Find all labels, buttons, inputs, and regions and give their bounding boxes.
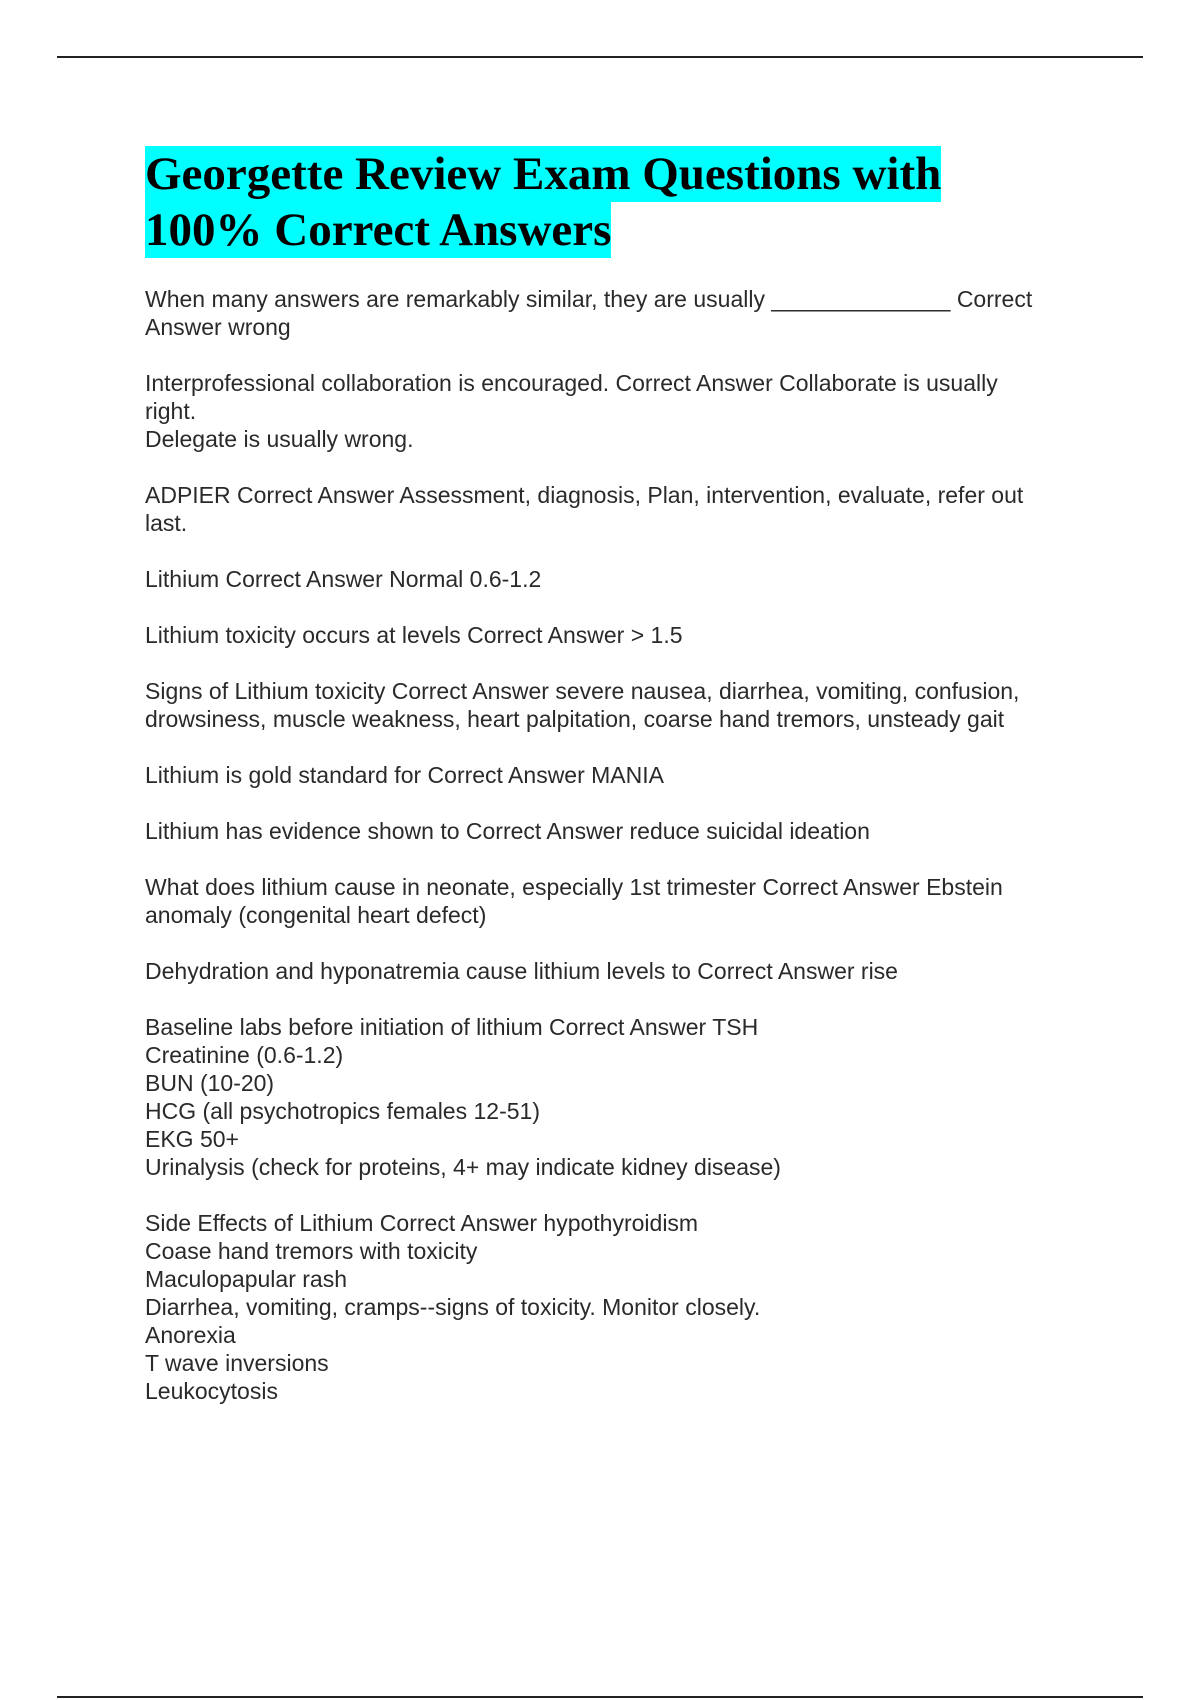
qa-entry: [145, 957, 1075, 985]
qa-entry-line: ADPIER Correct Answer Assessment, diagnosis, Plan, intervention, evaluate, refer out: [145, 482, 1024, 508]
qa-entry-line: Lithium Correct Answer Normal 0.6-1.2: [145, 566, 542, 592]
qa-entry: [145, 621, 1075, 649]
qa-entry-line: last.: [145, 510, 188, 536]
title-line: 100% Correct Answers: [145, 204, 612, 256]
qa-entry-line: Lithium has evidence shown to Correct Answer reduce suicidal ideation: [145, 818, 870, 844]
qa-entry: [145, 481, 1075, 537]
qa-entry: [145, 677, 1075, 733]
qa-entry-line: Lithium toxicity occurs at levels Correct Answer > 1.5: [145, 622, 683, 648]
qa-entry-line: Side Effects of Lithium Correct Answer hypothyroidism: [145, 1210, 699, 1236]
qa-entry: [145, 761, 1075, 789]
document-body: [145, 146, 1075, 1433]
qa-entry-line: Anorexia: [145, 1322, 236, 1348]
qa-entry-line: Creatinine (0.6-1.2): [145, 1042, 344, 1068]
qa-entry-line: Baseline labs before initiation of lithium Correct Answer TSH: [145, 1014, 759, 1040]
qa-entry: [145, 369, 1075, 453]
qa-entry-line: Leukocytosis: [145, 1378, 278, 1404]
qa-entry-line: Signs of Lithium toxicity Correct Answer severe nausea, diarrhea, vomiting, confusion,: [145, 678, 1020, 704]
qa-entry-line: Diarrhea, vomiting, cramps--signs of toxicity. Monitor closely.: [145, 1294, 761, 1320]
qa-entry-line: Delegate is usually wrong.: [145, 426, 414, 452]
qa-entry-line: T wave inversions: [145, 1350, 329, 1376]
qa-entry-line: Urinalysis (check for proteins, 4+ may indicate kidney disease): [145, 1154, 781, 1180]
qa-entry-line: HCG (all psychotropics females 12-51): [145, 1098, 540, 1124]
title-line: Georgette Review Exam Questions with: [145, 148, 942, 200]
qa-entry: [145, 873, 1075, 929]
qa-entry-line: Dehydration and hyponatremia cause lithium levels to Correct Answer rise: [145, 958, 898, 984]
qa-entry-line: Interprofessional collaboration is encouraged. Correct Answer Collaborate is usually: [145, 370, 998, 396]
header-rule: [57, 56, 1143, 58]
qa-entry-line: When many answers are remarkably similar, they are usually ______________ Correct: [145, 286, 1033, 312]
qa-entry-line: anomaly (congenital heart defect): [145, 902, 487, 928]
qa-entry: [145, 565, 1075, 593]
qa-entry-line: Lithium is gold standard for Correct Answer MANIA: [145, 762, 664, 788]
qa-entry: [145, 285, 1075, 341]
qa-list: [145, 285, 1075, 1405]
qa-entry: [145, 1209, 1075, 1405]
qa-entry: [145, 817, 1075, 845]
qa-entry-line: Coase hand tremors with toxicity: [145, 1238, 478, 1264]
qa-entry-line: Answer wrong: [145, 314, 291, 340]
qa-entry-line: Maculopapular rash: [145, 1266, 348, 1292]
qa-entry-line: drowsiness, muscle weakness, heart palpitation, coarse hand tremors, unsteady gait: [145, 706, 1005, 732]
qa-entry: [145, 1013, 1075, 1181]
qa-entry-line: BUN (10-20): [145, 1070, 275, 1096]
qa-entry-line: What does lithium cause in neonate, especially 1st trimester Correct Answer Ebstein: [145, 874, 1003, 900]
footer-rule: [57, 1696, 1143, 1698]
qa-entry-line: right.: [145, 398, 197, 424]
qa-entry-line: EKG 50+: [145, 1126, 239, 1152]
document-title: [145, 146, 1075, 258]
